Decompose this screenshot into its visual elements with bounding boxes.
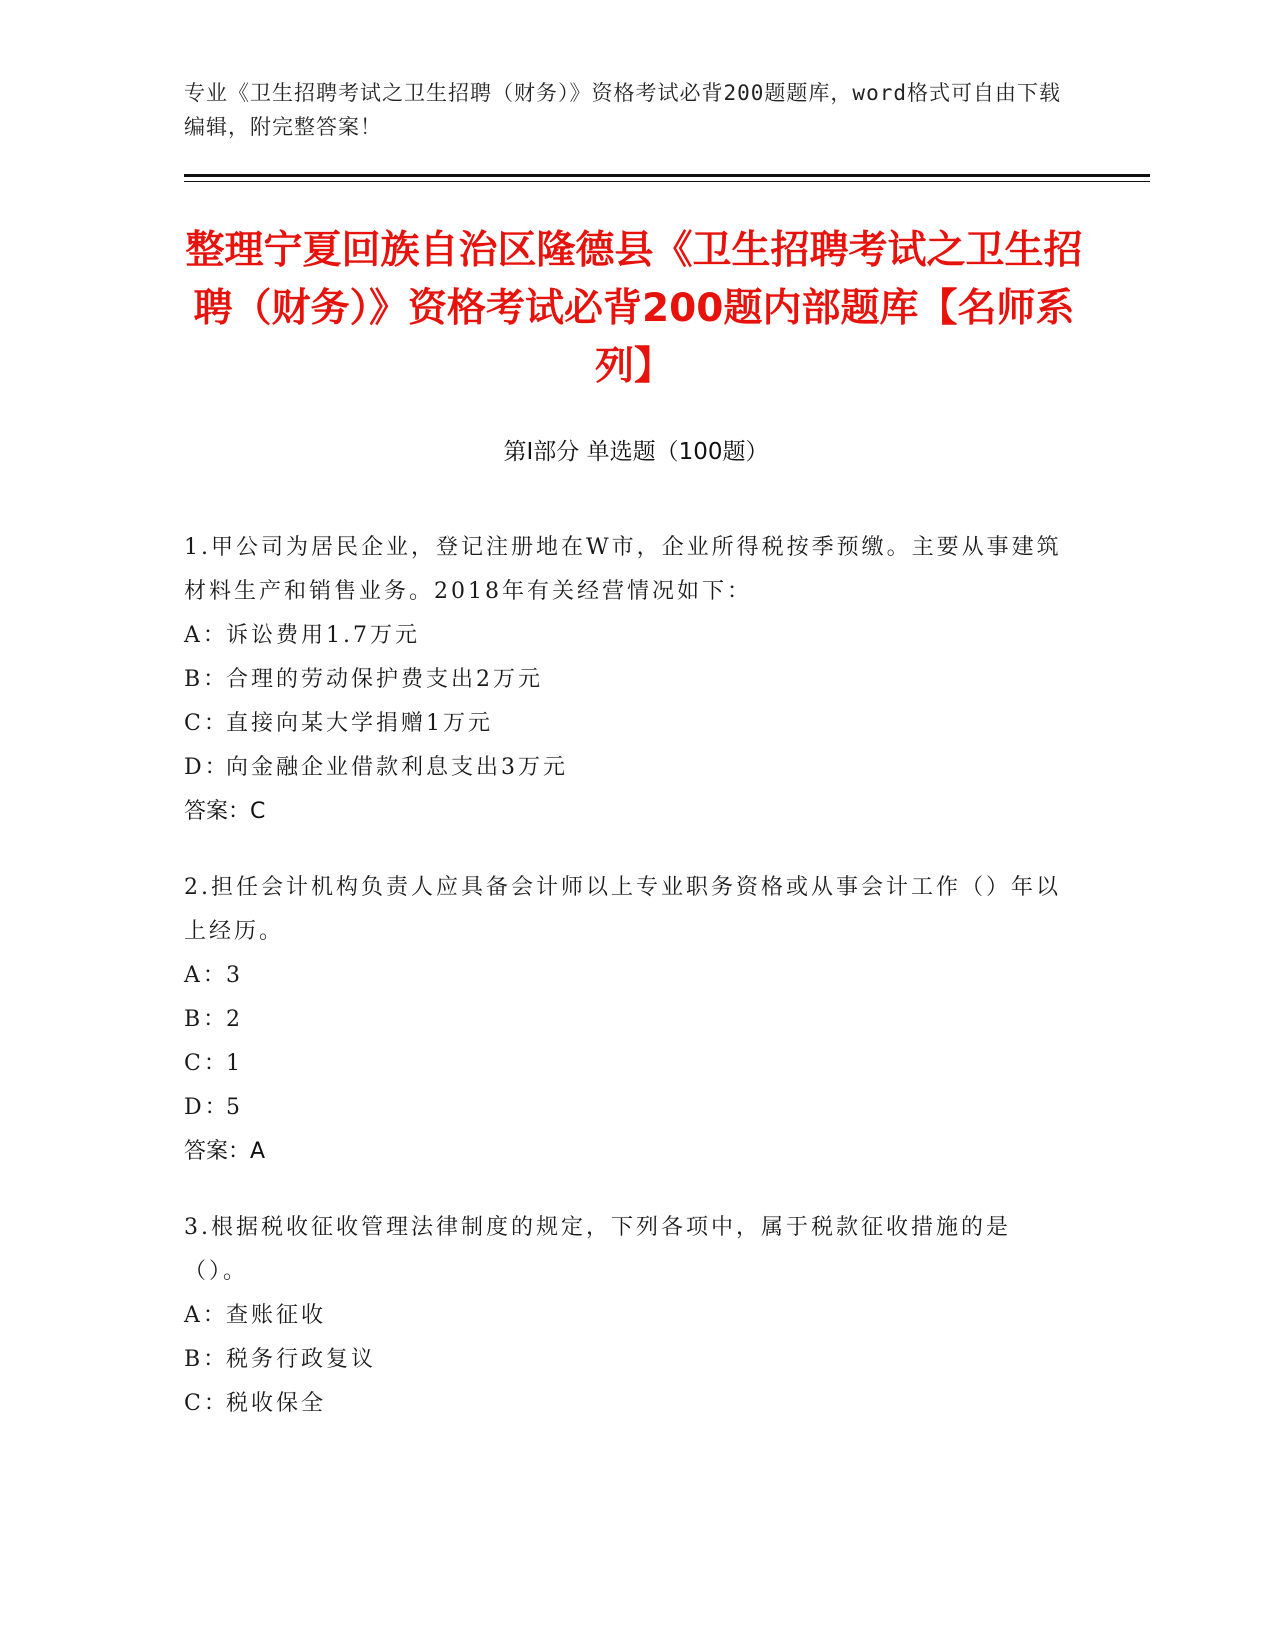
option-a bbox=[184, 954, 1064, 998]
option-text: 1 bbox=[226, 1051, 243, 1076]
option-key: C： bbox=[184, 1391, 229, 1416]
header-divider-thin bbox=[184, 181, 1150, 182]
option-a bbox=[184, 1294, 1064, 1338]
option-text: 合理的劳动保护费支出2万元 bbox=[226, 667, 543, 692]
section-heading: 第Ⅰ部分 单选题（100题） bbox=[503, 439, 769, 465]
option-key: B： bbox=[184, 1007, 229, 1032]
option-text: 5 bbox=[226, 1095, 243, 1120]
option-key: A： bbox=[184, 963, 228, 988]
option-text: 3 bbox=[226, 963, 243, 988]
document-title: 整理宁夏回族自治区隆德县《卫生招聘考试之卫生招聘（财务）》资格考试必背200题内部题库【名师系列】 bbox=[185, 228, 1083, 389]
option-key: A： bbox=[184, 1303, 228, 1328]
option-key: C： bbox=[184, 711, 229, 736]
option-c bbox=[184, 1382, 1064, 1426]
question-2 bbox=[184, 866, 1064, 1174]
question-stem: 1.甲公司为居民企业，登记注册地在W市，企业所得税按季预缴。主要从事建筑材料生产和销售业务。2018年有关经营情况如下： bbox=[184, 535, 1062, 604]
question-3 bbox=[184, 1206, 1064, 1426]
option-text: 税收保全 bbox=[226, 1391, 327, 1416]
option-key: C： bbox=[184, 1051, 229, 1076]
question-list bbox=[184, 526, 1064, 1458]
answer-line: 答案：C bbox=[184, 799, 266, 824]
option-b bbox=[184, 998, 1064, 1042]
answer-line: 答案：A bbox=[184, 1139, 266, 1164]
option-key: A： bbox=[184, 623, 228, 648]
option-key: B： bbox=[184, 1347, 229, 1372]
question-stem: 2.担任会计机构负责人应具备会计师以上专业职务资格或从事会计工作（）年以上经历。 bbox=[184, 875, 1061, 944]
option-text: 2 bbox=[226, 1007, 243, 1032]
option-b bbox=[184, 1338, 1064, 1382]
option-c bbox=[184, 1042, 1064, 1086]
option-c bbox=[184, 702, 1064, 746]
option-d bbox=[184, 1086, 1064, 1130]
header-divider-thick bbox=[184, 174, 1150, 177]
option-key: D： bbox=[184, 1095, 230, 1120]
option-text: 向金融企业借款利息支出3万元 bbox=[226, 755, 568, 780]
option-text: 查账征收 bbox=[226, 1303, 327, 1328]
question-stem: 3.根据税收征收管理法律制度的规定，下列各项中，属于税款征收措施的是（）。 bbox=[184, 1215, 1011, 1284]
option-a bbox=[184, 614, 1064, 658]
option-key: D： bbox=[184, 755, 230, 780]
header-note: 专业《卫生招聘考试之卫生招聘（财务）》资格考试必背200题题库，word格式可自由下载编辑，附完整答案！ bbox=[184, 81, 1061, 139]
question-1 bbox=[184, 526, 1064, 834]
option-key: B： bbox=[184, 667, 229, 692]
option-d bbox=[184, 746, 1064, 790]
option-text: 税务行政复议 bbox=[226, 1347, 377, 1372]
option-b bbox=[184, 658, 1064, 702]
option-text: 直接向某大学捐赠1万元 bbox=[226, 711, 493, 736]
option-text: 诉讼费用1.7万元 bbox=[226, 623, 420, 648]
